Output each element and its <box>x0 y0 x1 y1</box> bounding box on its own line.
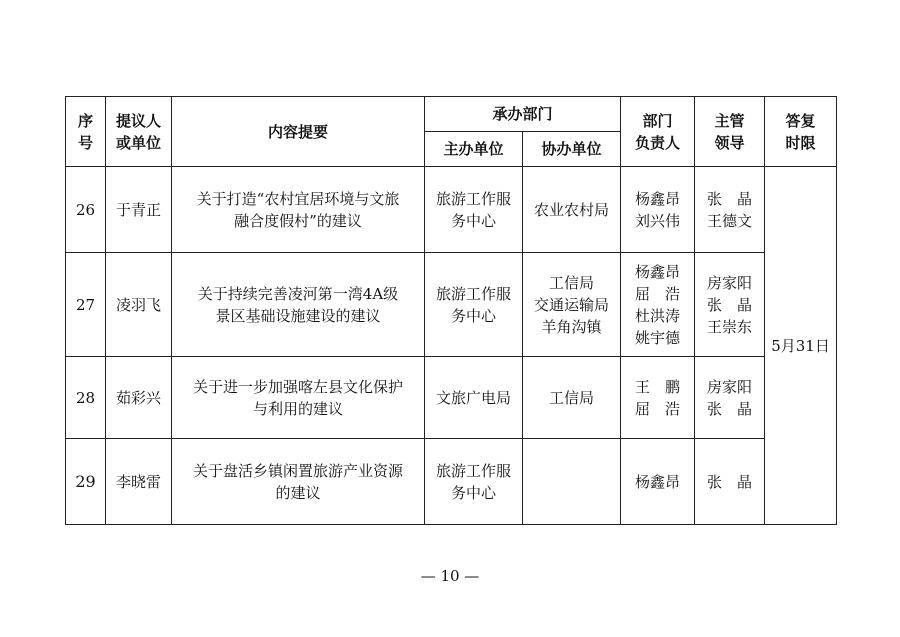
row-main-unit: 旅游工作服 务中心 <box>425 167 523 253</box>
row-main-unit: 旅游工作服 务中心 <box>425 439 523 525</box>
table-row <box>66 167 837 253</box>
row-proposer: 凌羽飞 <box>106 253 172 357</box>
row-leader: 房家阳 张 晶 <box>695 357 765 439</box>
row-leader: 张 晶 王德文 <box>695 167 765 253</box>
header-content: 内容提要 <box>172 97 425 167</box>
row-seq: 26 <box>66 167 106 253</box>
row-dept-head: 杨鑫昂 <box>621 439 695 525</box>
row-seq: 27 <box>66 253 106 357</box>
row-seq: 28 <box>66 357 106 439</box>
header-main-unit: 主办单位 <box>425 132 523 167</box>
row-main-unit: 旅游工作服 务中心 <box>425 253 523 357</box>
row-proposer: 茹彩兴 <box>106 357 172 439</box>
header-dept-group: 承办部门 <box>425 97 621 132</box>
row-dept-head: 杨鑫昂 屈 浩 杜洪涛 姚宇德 <box>621 253 695 357</box>
header-assist-unit: 协办单位 <box>523 132 621 167</box>
row-assist-unit: 工信局 交通运输局 羊角沟镇 <box>523 253 621 357</box>
row-content: 关于进一步加强喀左县文化保护 与利用的建议 <box>172 357 425 439</box>
row-leader: 房家阳 张 晶 王崇东 <box>695 253 765 357</box>
header-proposer: 提议人 或单位 <box>106 97 172 167</box>
page-number: — 10 — <box>420 567 480 585</box>
header-deadline: 答复 时限 <box>765 97 837 167</box>
row-proposer: 李晓雷 <box>106 439 172 525</box>
row-content: 关于盘活乡镇闲置旅游产业资源 的建议 <box>172 439 425 525</box>
row-assist-unit: 农业农村局 <box>523 167 621 253</box>
row-content: 关于打造“农村宜居环境与文旅 融合度假村”的建议 <box>172 167 425 253</box>
deadline-cell: 5月31日 <box>765 167 837 525</box>
header-seq: 序 号 <box>66 97 106 167</box>
row-proposer: 于青正 <box>106 167 172 253</box>
row-assist-unit: 工信局 <box>523 357 621 439</box>
row-dept-head: 王 鹏 屈 浩 <box>621 357 695 439</box>
row-seq: 29 <box>66 439 106 525</box>
proposal-table <box>65 96 837 525</box>
row-assist-unit <box>523 439 621 525</box>
table-row <box>66 439 837 525</box>
table-row <box>66 357 837 439</box>
row-leader: 张 晶 <box>695 439 765 525</box>
row-main-unit: 文旅广电局 <box>425 357 523 439</box>
row-content: 关于持续完善凌河第一湾4A级 景区基础设施建设的建议 <box>172 253 425 357</box>
header-dept-head: 部门 负责人 <box>621 97 695 167</box>
table-row <box>66 253 837 357</box>
row-dept-head: 杨鑫昂 刘兴伟 <box>621 167 695 253</box>
header-leader: 主管 领导 <box>695 97 765 167</box>
